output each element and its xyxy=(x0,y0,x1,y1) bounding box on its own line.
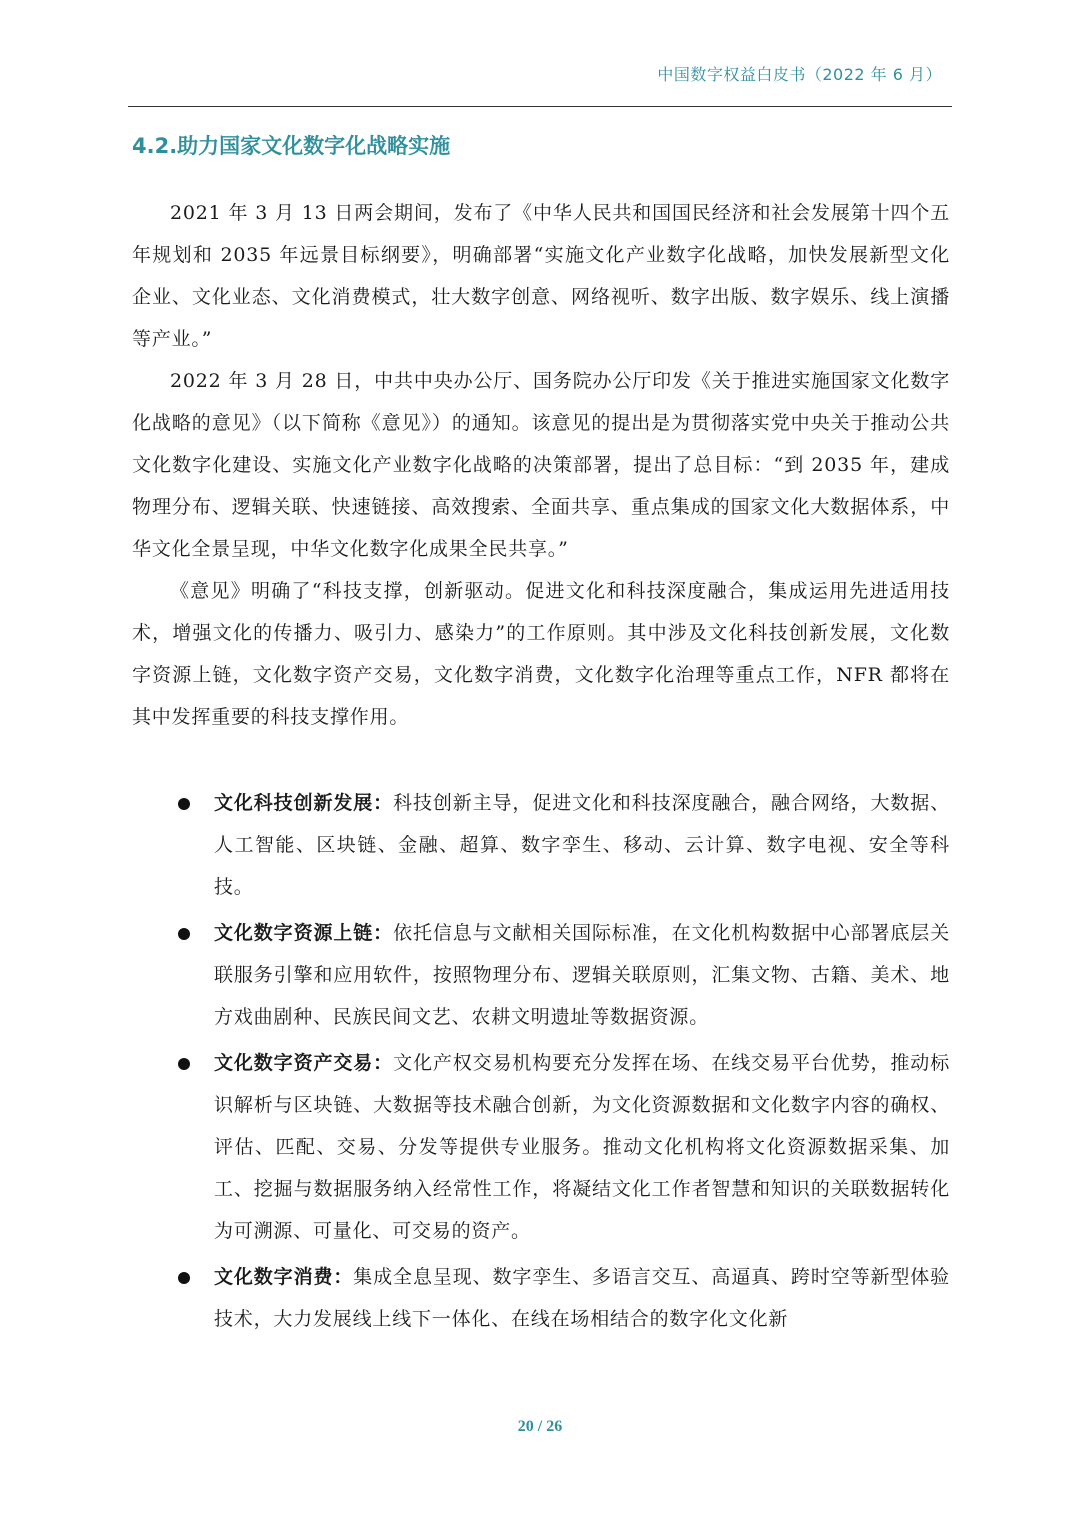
body-text xyxy=(132,192,950,738)
bullet-text: 科技创新主导，促进文化和科技深度融合，融合网络，大数据、人工智能、区块链、金融、超算、数字孪生、移动、云计算、数字电视、安全等科技。 xyxy=(214,792,951,898)
paragraph-2: 2022 年 3 月 28 日，中共中央办公厅、国务院办公厅印发《关于推进实施国家文化数字化战略的意见》（以下简称《意见》）的通知。该意见的提出是为贯彻落实党中央关于推动公共文化数字化建设、实施文化产业数字化战略的决策部署，提出了总目标：“到 2035 年，建成物理分布、逻辑关联、快速链接、高效搜索、全面共享、重点集成的国家文化大数据体系，中华文化全景呈现，中华文化数字化成果全民共享。” xyxy=(132,370,950,560)
list-item xyxy=(170,912,950,1038)
bullet-text: 文化产权交易机构要充分发挥在场、在线交易平台优势，推动标识解析与区块链、大数据等技术融合创新，为文化资源数据和文化数字内容的确权、评估、匹配、交易、分发等提供专业服务。推动文化机构将文化资源数据采集、加工、挖掘与数据服务纳入经常性工作，将凝结文化工作者智慧和知识的关联数据转化为可溯源、可量化、可交易的资产。 xyxy=(214,1052,951,1242)
page-number: 20 / 26 xyxy=(517,1418,563,1435)
document-header-title: 中国数字权益白皮书（2022 年 6 月） xyxy=(657,65,942,84)
bullet-term: 文化科技创新发展： xyxy=(214,792,394,814)
list-item xyxy=(170,1042,950,1252)
header-divider xyxy=(128,106,952,107)
bullet-text: 依托信息与文献相关国际标准，在文化机构数据中心部署底层关联服务引擎和应用软件，按照物理分布、逻辑关联原则，汇集文物、古籍、美术、地方戏曲剧种、民族民间文艺、农耕文明遗址等数据资源。 xyxy=(214,922,951,1028)
bullet-term: 文化数字资产交易： xyxy=(214,1052,394,1074)
paragraph-1: 2021 年 3 月 13 日两会期间，发布了《中华人民共和国国民经济和社会发展第十四个五年规划和 2035 年远景目标纲要》，明确部署“实施文化产业数字化战略，加快发展新型文化企业、文化业态、文化消费模式，壮大数字创意、网络视听、数字出版、数字娱乐、线上演播等产业。” xyxy=(132,202,950,350)
bullet-dot-icon xyxy=(178,928,190,940)
bullet-dot-icon xyxy=(178,798,190,810)
bullet-list xyxy=(170,782,950,1344)
list-item xyxy=(170,782,950,908)
list-item xyxy=(170,1256,950,1340)
bullet-dot-icon xyxy=(178,1272,190,1284)
bullet-term: 文化数字资源上链： xyxy=(214,922,394,944)
section-heading: 4.2.助力国家文化数字化战略实施 xyxy=(132,134,451,158)
bullet-text: 集成全息呈现、数字孪生、多语言交互、高逼真、跨时空等新型体验技术，大力发展线上线下一体化、在线在场相结合的数字化文化新 xyxy=(214,1266,950,1330)
paragraph-3: 《意见》明确了“科技支撑，创新驱动。促进文化和科技深度融合，集成运用先进适用技术，增强文化的传播力、吸引力、感染力”的工作原则。其中涉及文化科技创新发展，文化数字资源上链，文化数字资产交易，文化数字消费，文化数字化治理等重点工作，NFR 都将在其中发挥重要的科技支撑作用。 xyxy=(132,580,950,728)
bullet-term: 文化数字消费： xyxy=(214,1266,354,1288)
bullet-dot-icon xyxy=(178,1058,190,1070)
